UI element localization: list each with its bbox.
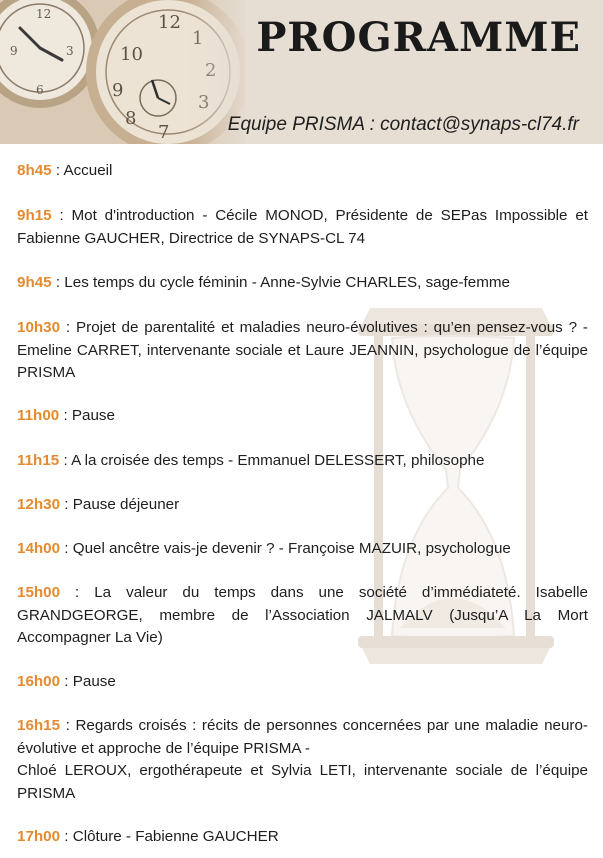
page-title: PROGRAMME [256,14,581,61]
clock-illustration [0,0,245,144]
item-time: 10h30 [17,319,61,336]
schedule-item [17,671,588,694]
item-separator: : [51,207,72,224]
item-separator: : [60,319,77,336]
item-text: Les temps du cycle féminin - Anne-Sylvie CHARLES, sage-femme [64,274,510,291]
item-separator: : [59,452,72,469]
schedule-item [17,405,588,428]
item-time: 11h00 [17,407,60,424]
item-time: 16h00 [17,673,61,690]
schedule-item [17,450,588,473]
schedule-item [17,715,588,805]
contact-line: Equipe PRISMA : contact@synaps-cl74.fr [227,114,579,135]
schedule-item [17,272,588,295]
item-time: 12h30 [17,496,61,513]
item-time: 17h00 [17,828,61,845]
item-time: 16h15 [17,717,61,734]
item-text-continued: Chloé LEROUX, ergothérapeute et Sylvia LETI, intervenante sociale de l’équipe PRISMA [17,762,588,802]
item-separator: : [60,540,73,557]
item-time: 14h00 [17,540,61,557]
item-separator: : [51,162,64,179]
item-separator: : [59,407,72,424]
schedule-item [17,494,588,517]
item-text: Mot d'introduction - Cécile MONOD, Présidente de SEPas Impossible et Fabienne GAUCHER, Directrice de SYNAPS-CL 74 [17,207,588,247]
item-separator: : [60,673,73,690]
item-time: 9h15 [17,207,52,224]
item-separator: : [60,496,73,513]
header-banner [0,0,603,144]
item-text: A la croisée des temps - Emmanuel DELESSERT, philosophe [71,452,485,469]
item-time: 11h15 [17,452,60,469]
item-separator: : [60,717,76,734]
item-text: Pause [72,673,116,690]
schedule-item [17,826,588,849]
item-text: Accueil [63,162,113,179]
item-text: Pause déjeuner [72,496,180,513]
item-time: 9h45 [17,274,52,291]
item-time: 8h45 [17,162,52,179]
item-text: La valeur du temps dans une société d’immédiateté. Isabelle GRANDGEORGE, membre de l’Association JALMALV (Jusqu’A La Mort Accompagner La Vie) [17,584,588,646]
schedule-item [17,317,588,385]
schedule-item [17,538,588,561]
item-text: Projet de parentalité et maladies neuro-évolutives : qu’en pensez-vous ? - Emeline CARRET, intervenante sociale et Laure JEANNIN, psychologue de l’équipe PRISMA [17,319,588,381]
item-separator: : [51,274,65,291]
item-text: Pause [71,407,115,424]
schedule-item [17,205,588,250]
schedule-item [17,160,588,183]
item-time: 15h00 [17,584,61,601]
item-text: Regards croisés : récits de personnes concernées par une maladie neuro-évolutive et approche de l’équipe PRISMA - [17,717,588,757]
item-text: Clôture - Fabienne GAUCHER [72,828,279,845]
item-separator: : [60,584,95,601]
item-separator: : [60,828,73,845]
schedule-item [17,582,588,650]
item-text: Quel ancêtre vais-je devenir ? - Françoise MAZUIR, psychologue [72,540,511,557]
